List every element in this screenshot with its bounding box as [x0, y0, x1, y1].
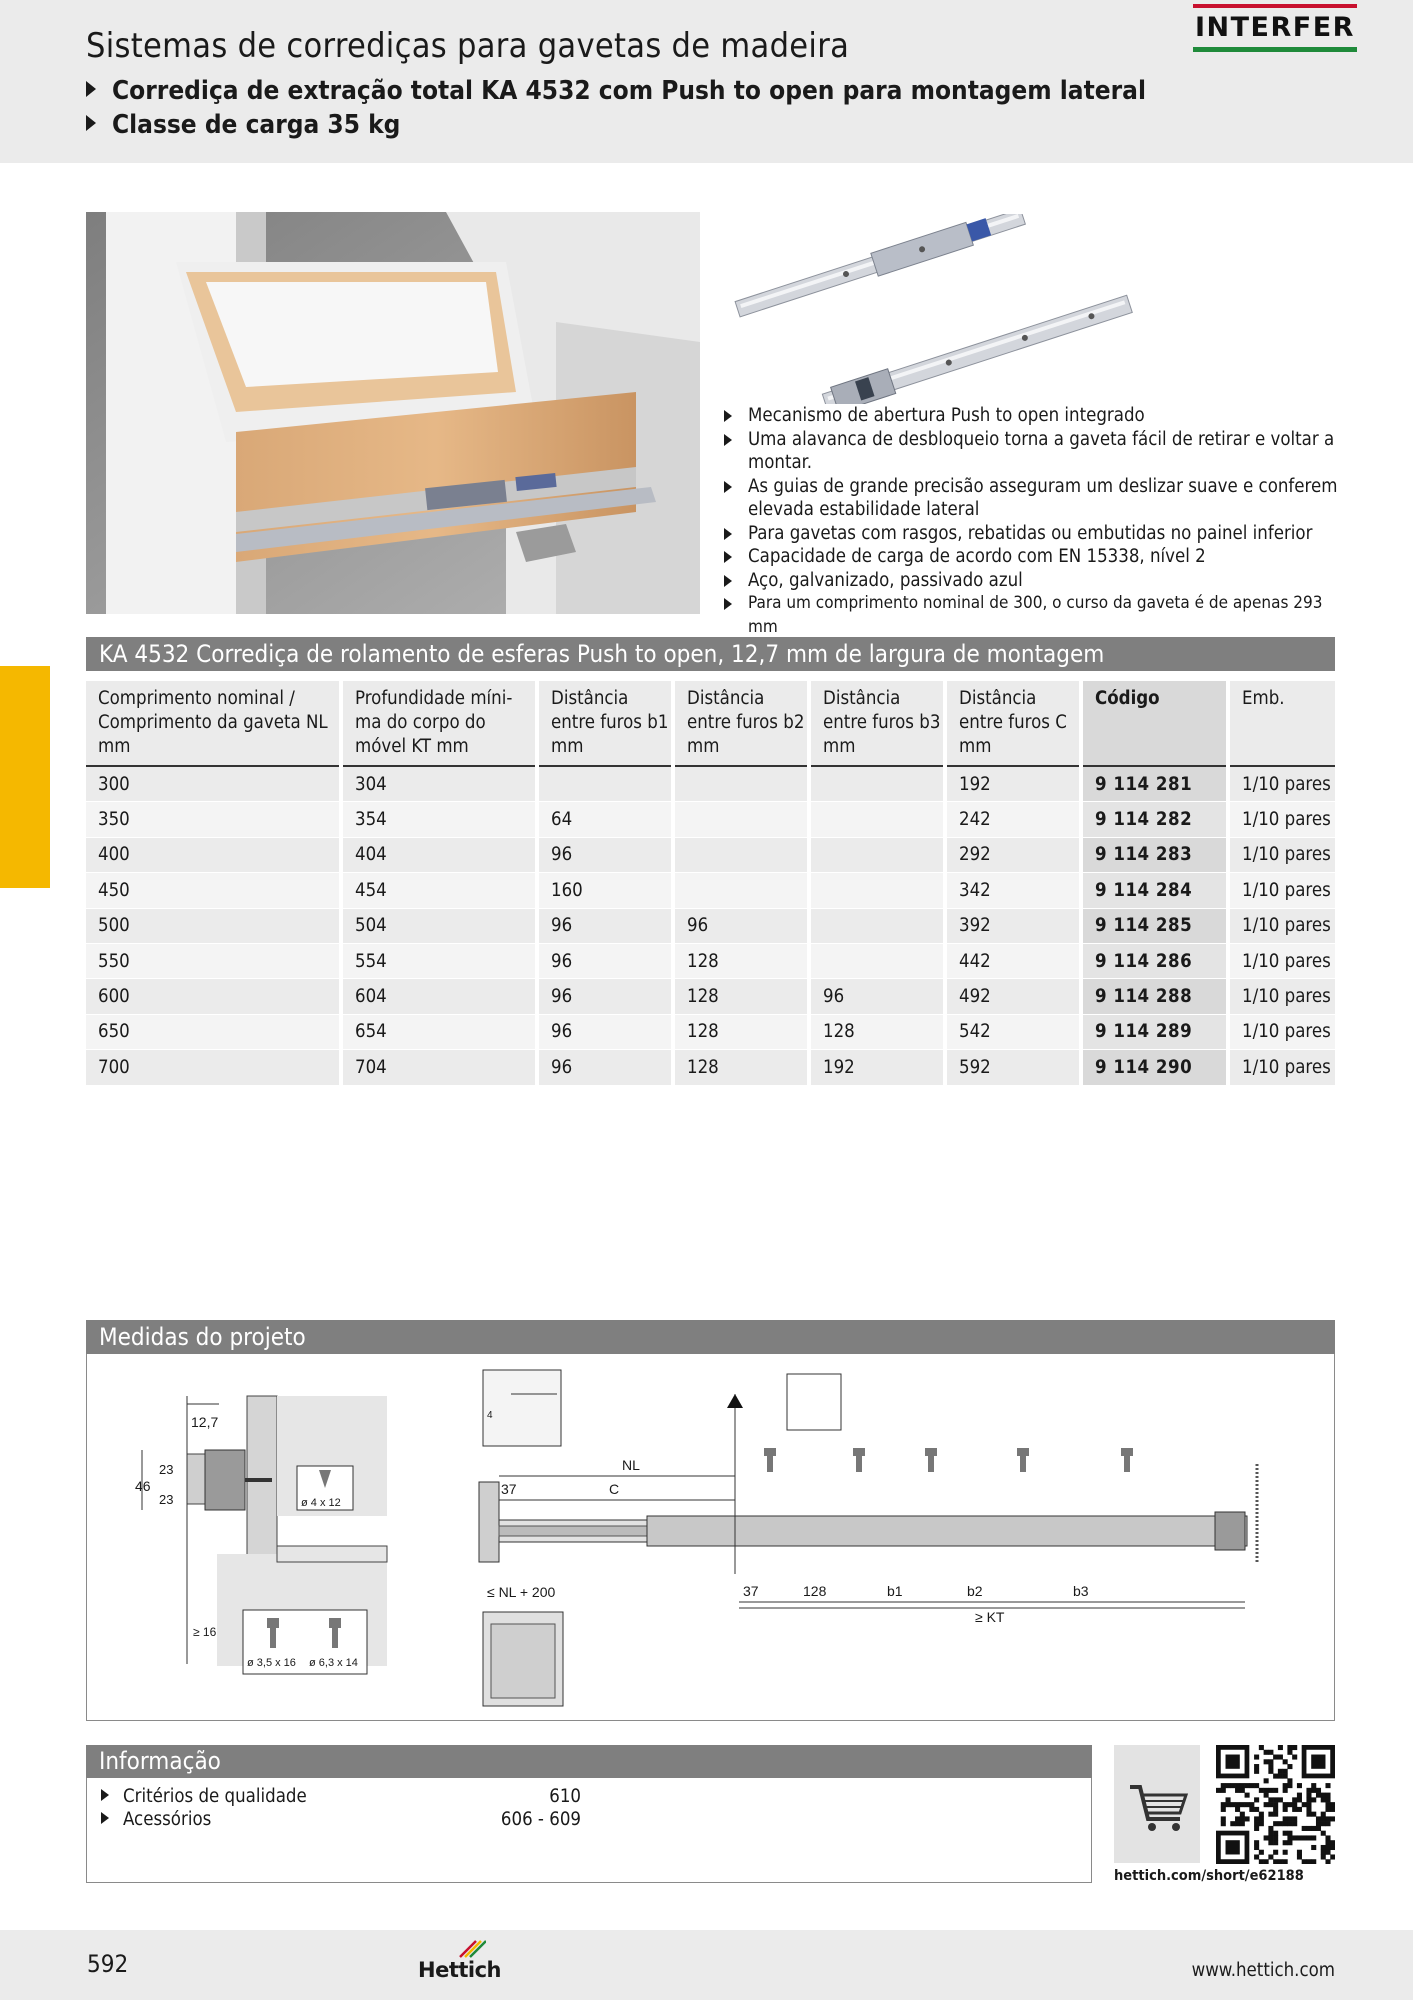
spec-table	[82, 681, 1339, 1086]
page-number: 592	[87, 1950, 129, 1978]
bullet-arrow-icon	[724, 481, 732, 493]
table-cell	[675, 767, 807, 802]
dim-kt: ≥ KT	[975, 1609, 1005, 1625]
table-cell: 96	[539, 1050, 671, 1085]
footer-url[interactable]: www.hettich.com	[1191, 1960, 1335, 1981]
table-cell: 1/10 pares	[1230, 767, 1335, 802]
table-cell	[539, 767, 671, 802]
dim-b2: b2	[967, 1583, 983, 1599]
table-cell: 96	[539, 909, 671, 944]
table-cell: 1/10 pares	[1230, 909, 1335, 944]
dim-37-right: 37	[743, 1583, 759, 1599]
col-header-b3: Distância entre furos b3 mm	[811, 681, 943, 767]
table-cell: 160	[539, 873, 671, 908]
page-footer	[0, 1930, 1413, 2000]
table-cell: 96	[539, 979, 671, 1014]
table-cell: 292	[947, 838, 1079, 873]
table-cell: 650	[86, 1015, 339, 1050]
col-header-pack: Emb.	[1230, 681, 1335, 767]
table-cell: 392	[947, 909, 1079, 944]
hettich-logo: Hettich	[418, 1958, 501, 1982]
article-code-cell: 9 114 284	[1083, 873, 1226, 908]
feature-item: Para gavetas com rasgos, rebatidas ou embutidas no painel inferior	[724, 522, 1344, 546]
table-cell: 96	[675, 909, 807, 944]
table-cell: 128	[811, 1015, 943, 1050]
table-cell	[811, 838, 943, 873]
table-cell: 96	[539, 1015, 671, 1050]
table-cell	[811, 767, 943, 802]
table-cell: 96	[539, 944, 671, 979]
slide-side-view	[479, 1374, 1257, 1706]
table-cell: 604	[343, 979, 535, 1014]
table-cell: 192	[811, 1050, 943, 1085]
table-cell	[675, 873, 807, 908]
table-cell: 504	[343, 909, 535, 944]
table-cell: 354	[343, 802, 535, 837]
info-item-accessories[interactable]: Acessórios 606 - 609	[101, 1809, 211, 1830]
dim-4: 4	[487, 1410, 493, 1421]
subtitle-load-class: Classe de carga 35 kg	[86, 110, 400, 140]
shop-cart-button[interactable]	[1114, 1745, 1200, 1863]
col-header-b1: Distância entre furos b1 mm	[539, 681, 671, 767]
table-title: KA 4532 Corrediça de rolamento de esferas Push to open, 12,7 mm de largura de montagem	[86, 637, 1335, 671]
table-cell: 128	[675, 1015, 807, 1050]
table-cell: 554	[343, 944, 535, 979]
feature-item: As guias de grande precisão asseguram um deslizar suave e conferem elevada estabilidade lateral	[724, 475, 1344, 522]
info-item-quality[interactable]: Critérios de qualidade 610	[101, 1786, 307, 1807]
table-cell: 350	[86, 802, 339, 837]
table-row	[86, 767, 1335, 802]
qr-code[interactable]	[1216, 1745, 1335, 1864]
table-cell	[811, 909, 943, 944]
table-cell: 300	[86, 767, 339, 802]
dim-min-16: ≥ 16	[193, 1625, 217, 1639]
article-code-cell: 9 114 282	[1083, 802, 1226, 837]
page-header	[0, 0, 1413, 163]
dim-23-bottom: 23	[159, 1492, 174, 1507]
table-row	[86, 909, 1335, 944]
dim-nl: NL	[622, 1457, 640, 1473]
feature-item: Uma alavanca de desbloqueio torna a gaveta fácil de retirar e voltar a montar.	[724, 428, 1344, 475]
table-row	[86, 1050, 1335, 1085]
chapter-tab	[0, 666, 50, 888]
col-header-nl: Comprimento nominal / Comprimento da gaveta NL mm	[86, 681, 339, 767]
table-cell: 1/10 pares	[1230, 979, 1335, 1014]
table-cell: 128	[675, 944, 807, 979]
table-cell: 404	[343, 838, 535, 873]
col-header-c: Distância entre furos C mm	[947, 681, 1079, 767]
table-cell: 1/10 pares	[1230, 1050, 1335, 1085]
dim-b1: b1	[887, 1583, 903, 1599]
project-diagram	[86, 1354, 1335, 1721]
table-cell	[675, 802, 807, 837]
table-cell: 192	[947, 767, 1079, 802]
col-header-code: Código	[1083, 681, 1226, 767]
article-code-cell: 9 114 289	[1083, 1015, 1226, 1050]
dim-23-top: 23	[159, 1462, 174, 1477]
screw-3-5x16: ø 3,5 x 16	[247, 1657, 296, 1669]
dim-128: 128	[803, 1583, 827, 1599]
shopping-cart-icon	[1114, 1745, 1200, 1863]
table-row	[86, 979, 1335, 1014]
feature-item: Aço, galvanizado, passivado azul	[724, 569, 1344, 593]
cross-section-diagram	[135, 1396, 387, 1674]
short-link[interactable]: hettich.com/short/e62188	[1114, 1868, 1304, 1884]
article-code-cell: 9 114 283	[1083, 838, 1226, 873]
bullet-arrow-icon	[724, 575, 732, 587]
table-row	[86, 873, 1335, 908]
project-title: Medidas do projeto	[86, 1320, 1335, 1354]
table-cell: 442	[947, 944, 1079, 979]
dim-46: 46	[135, 1478, 151, 1494]
table-cell: 654	[343, 1015, 535, 1050]
table-cell: 400	[86, 838, 339, 873]
bullet-arrow-icon	[86, 81, 96, 97]
dim-c: C	[609, 1481, 620, 1497]
table-row	[86, 1015, 1335, 1050]
table-cell: 1/10 pares	[1230, 944, 1335, 979]
page-title: Sistemas de corrediças para gavetas de madeira	[86, 26, 850, 66]
dim-b3: b3	[1073, 1583, 1089, 1599]
table-cell: 1/10 pares	[1230, 1015, 1335, 1050]
table-cell: 454	[343, 873, 535, 908]
table-cell: 304	[343, 767, 535, 802]
table-row	[86, 838, 1335, 873]
article-code-cell: 9 114 286	[1083, 944, 1226, 979]
table-cell	[811, 944, 943, 979]
table-cell: 128	[675, 979, 807, 1014]
article-code-cell: 9 114 285	[1083, 909, 1226, 944]
col-header-b2: Distância entre furos b2 mm	[675, 681, 807, 767]
table-row	[86, 944, 1335, 979]
col-header-kt: Profundidade míni-ma do corpo do móvel KT mm	[343, 681, 535, 767]
table-cell: 1/10 pares	[1230, 802, 1335, 837]
feature-item: Para um comprimento nominal de 300, o curso da gaveta é de apenas 293 mm	[724, 592, 1344, 639]
table-header-row	[86, 681, 1335, 767]
table-row	[86, 802, 1335, 837]
table-cell	[675, 838, 807, 873]
bullet-arrow-icon	[724, 598, 732, 610]
dim-nl-plus-200: ≤ NL + 200	[487, 1584, 556, 1600]
table-cell: 1/10 pares	[1230, 838, 1335, 873]
table-cell: 592	[947, 1050, 1079, 1085]
subtitle-product: Corrediça de extração total KA 4532 com Push to open para montagem lateral	[86, 76, 1146, 106]
feature-item: Mecanismo de abertura Push to open integrado	[724, 404, 1344, 428]
info-title: Informação	[86, 1745, 1092, 1778]
article-code-cell: 9 114 290	[1083, 1050, 1226, 1085]
feature-item: Capacidade de carga de acordo com EN 15338, nível 2	[724, 545, 1344, 569]
table-cell: 500	[86, 909, 339, 944]
table-cell: 492	[947, 979, 1079, 1014]
bullet-arrow-icon	[724, 551, 732, 563]
info-box	[86, 1778, 1092, 1883]
article-code-cell: 9 114 281	[1083, 767, 1226, 802]
table-cell: 600	[86, 979, 339, 1014]
table-cell: 128	[675, 1050, 807, 1085]
table-cell: 96	[811, 979, 943, 1014]
drawer-photo	[86, 212, 700, 614]
screw-4x12: ø 4 x 12	[301, 1497, 341, 1509]
table-cell: 704	[343, 1050, 535, 1085]
table-cell	[811, 873, 943, 908]
bullet-arrow-icon	[724, 528, 732, 540]
table-cell: 242	[947, 802, 1079, 837]
bullet-arrow-icon	[724, 434, 732, 446]
hettich-logo-icon	[458, 1939, 486, 1959]
table-cell	[811, 802, 943, 837]
article-code-cell: 9 114 288	[1083, 979, 1226, 1014]
table-cell: 96	[539, 838, 671, 873]
bullet-arrow-icon	[724, 410, 732, 422]
dim-12-7: 12,7	[191, 1414, 219, 1430]
table-cell: 550	[86, 944, 339, 979]
table-cell: 64	[539, 802, 671, 837]
dim-37-left: 37	[501, 1481, 517, 1497]
slides-product-image	[726, 214, 1156, 404]
bullet-arrow-icon	[86, 115, 96, 131]
table-cell: 450	[86, 873, 339, 908]
table-cell: 1/10 pares	[1230, 873, 1335, 908]
feature-list	[724, 404, 1344, 639]
table-cell: 342	[947, 873, 1079, 908]
table-cell: 542	[947, 1015, 1079, 1050]
screw-6-3x14: ø 6,3 x 14	[309, 1657, 358, 1669]
interfer-logo: INTERFER	[1193, 0, 1357, 56]
table-cell: 700	[86, 1050, 339, 1085]
